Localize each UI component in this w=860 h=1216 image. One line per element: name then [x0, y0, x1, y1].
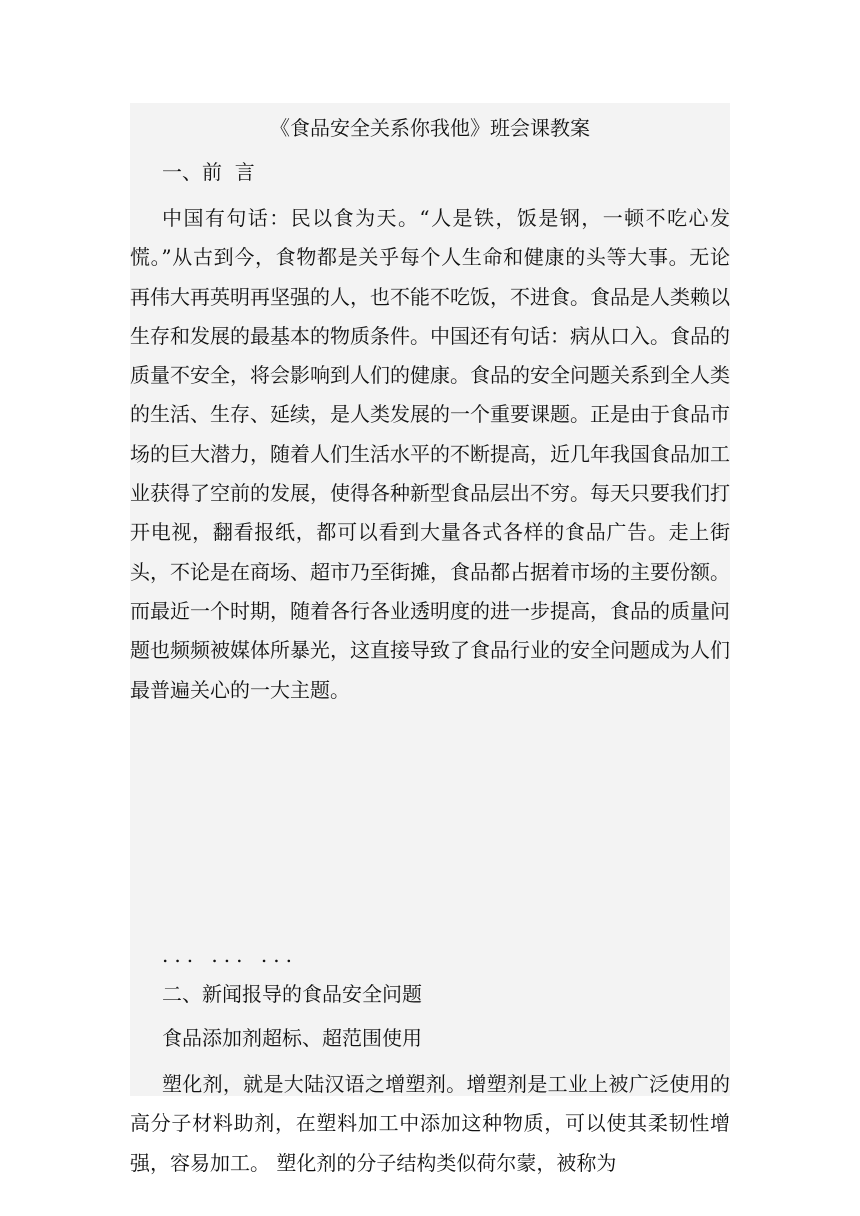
plasticizer-paragraph: 塑化剂，就是大陆汉语之增塑剂。增塑剂是工业上被广泛使用的高分子材料助剂，在塑料加工中添加这种物质，可以使其柔韧性增强，容易加工。 塑化剂的分子结构类似荷尔蒙，被称为: [130, 1072, 730, 1175]
ellipsis-separator: ... ... ...: [162, 943, 298, 967]
document-page: [130, 103, 730, 1175]
section-heading-news: 二、新闻报导的食品安全问题: [162, 982, 422, 1006]
subheading-additives: 食品添加剂超标、超范围使用: [162, 1026, 422, 1050]
section-heading-preface: 一、前 言: [162, 160, 255, 184]
document-title: 《食品安全关系你我他》班会课教案: [270, 116, 590, 140]
preface-paragraph: 中国有句话：民以食为天。“人是铁，饭是钢，一顿不吃心发慌。”从古到今，食物都是关乎每个人生命和健康的头等大事。无论再伟大再英明再坚强的人，也不能不吃饭，不进食。食品是人类赖以生存和发展的最基本的物质条件。中国还有句话：病从口入。食品的质量不安全，将会影响到人们的健康。食品的安全问题关系到全人类的生活、生存、延续，是人类发展的一个重要课题。正是由于食品市场的巨大潜力，随着人们生活水平的不断提高，近几年我国食品加工业获得了空前的发展，使得各种新型食品层出不穷。每天只要我们打开电视，翻看报纸，都可以看到大量各式各样的食品广告。走上街头，不论是在商场、超市乃至街摊，食品都占据着市场的主要份额。而最近一个时期，随着各行各业透明度的进一步提高，食品的质量问题也频频被媒体所暴光，这直接导致了食品行业的安全问题成为人们最普遍关心的一大主题。: [130, 206, 730, 702]
